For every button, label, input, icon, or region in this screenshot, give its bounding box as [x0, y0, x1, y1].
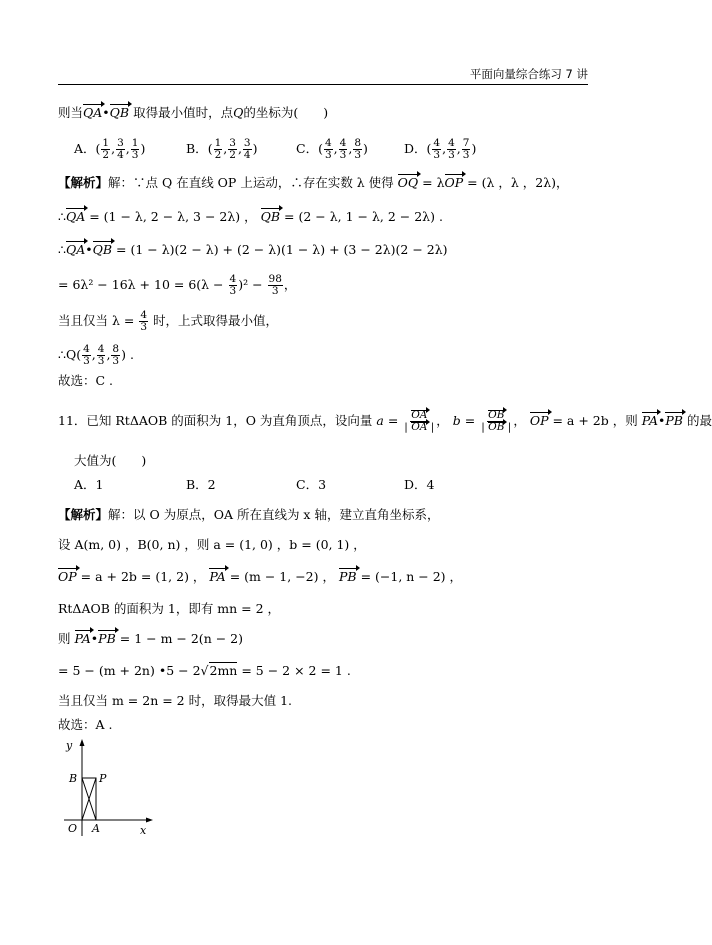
- text: = 6λ² − 16λ + 10 = 6(λ −: [58, 277, 224, 292]
- text: ) .: [121, 347, 134, 362]
- option-label: D．: [404, 141, 427, 156]
- q11-solution-line-2: 设 A(m, 0) ，B(0, n) ，则 a = (1, 0) ，b = (0, 1) ，: [58, 537, 366, 552]
- frac: $\frac{4}{3}$: [339, 137, 347, 161]
- frac-4-3: $\frac{4}{3}$: [229, 273, 237, 297]
- text: ，: [513, 413, 526, 428]
- frac-ob: $\frac{OB}{| OB |}$: [481, 409, 512, 433]
- label-a: A: [92, 822, 100, 835]
- q10-option-c: C．( $\frac{4}{3}$ , $\frac{4}{3}$ , $\frac{8}{3}$ ): [296, 137, 368, 161]
- q11-answer: 故选：A .: [58, 717, 113, 732]
- frac: $\frac{7}{3}$: [462, 137, 470, 161]
- text: = (λ ，λ ，2λ)，: [467, 175, 569, 190]
- q10-solution-line-3: ∴QA•QB = (1 − λ)(2 − λ) + (2 − λ)(1 − λ) + (3 − 2λ)(2 − 2λ): [58, 242, 448, 257]
- q11-solution-line-4: RtΔAOB 的面积为 1，即有 mn = 2 ，: [58, 601, 281, 616]
- q10-option-b: B．( $\frac{1}{2}$ , $\frac{3}{2}$ , $\frac{3}{4}$ ): [186, 137, 258, 161]
- frac-oa: $\frac{OA}{| OA |}$: [404, 409, 435, 433]
- q11-solution-line-1: [58, 506, 439, 524]
- q11-solution-line-3: OP = a + 2b = (1, 2) ， PA = (m − 1, −2) ， PB = (−1, n − 2) ，: [58, 569, 463, 584]
- frac: $\frac{3}{4}$: [117, 137, 124, 161]
- q10-option-a: A．( $\frac{1}{2}$ , $\frac{3}{4}$ , $\frac{1}{3}$ ): [74, 137, 146, 161]
- q10-stem-mid: 取得最小值时，点: [133, 105, 234, 120]
- frac: $\frac{4}{3}$: [324, 137, 332, 161]
- text: ，: [283, 277, 297, 292]
- q11-stem-line-1: 11．已知 RtΔAOB 的面积为 1，O 为直角顶点，设向量 a = $\frac{OA}{| OA |}$ ， b = $\frac{OB}{| OB |}$ ， OP = a + 2b ，则 PA•PB 的最: [58, 409, 712, 433]
- frac: $\frac{8}{3}$: [112, 343, 120, 367]
- option-label: B．: [186, 141, 208, 156]
- q11-option-a: A．1: [74, 477, 104, 492]
- text: ，: [436, 413, 449, 428]
- text: ∴Q(: [58, 347, 82, 362]
- option-label: C．: [296, 141, 319, 156]
- jiexi-tag: 【解析】: [58, 507, 109, 522]
- label-y: y: [66, 739, 73, 752]
- q10-stem: 则当QA•QB 取得最小值时，点Q的坐标为( ): [58, 105, 329, 120]
- text: = a + 2b ，则: [552, 413, 638, 428]
- label-x: x: [140, 824, 147, 837]
- page-header-title: 平面向量综合练习 7 讲: [469, 67, 588, 81]
- text: 的最: [686, 413, 712, 428]
- q10-option-d: D．( $\frac{4}{3}$ , $\frac{4}{3}$ , $\frac{7}{3}$ ): [404, 137, 477, 161]
- frac: $\frac{4}{3}$: [83, 343, 90, 367]
- q10-solution-line-6: ∴Q( $\frac{4}{3}$ , $\frac{4}{3}$ , $\frac{8}{3}$ ) .: [58, 343, 134, 367]
- text: 解：∵点 Q 在直线 OP 上运动，∴存在实数 λ 使得: [108, 175, 394, 190]
- text: = 5 − (m + 2n) •5 − 2: [58, 663, 201, 678]
- text: )² −: [238, 277, 263, 292]
- q11-solution-line-7: 当且仅当 m = 2n = 2 时，取得最大值 1.: [58, 693, 292, 708]
- text: = (2 − λ, 1 − λ, 2 − 2λ) .: [284, 209, 443, 224]
- frac: $\frac{1}{2}$: [214, 137, 222, 161]
- frac: $\frac{8}{3}$: [354, 137, 361, 161]
- q10-solution-line-5: [58, 310, 278, 333]
- text: 已知 RtΔAOB 的面积为 1，O 为直角顶点，设向量: [86, 413, 373, 428]
- q10-solution-line-2: ∴QA = (1 − λ, 2 − λ, 3 − 2λ) ， QB = (2 − λ, 1 − λ, 2 − 2λ) .: [58, 209, 443, 224]
- label-o: O: [68, 822, 78, 835]
- frac: $\frac{4}{3}$: [97, 343, 105, 367]
- q11-number: 11．: [58, 413, 87, 428]
- q10-answer: 故选：C .: [58, 373, 114, 388]
- x-axis-arrow: [146, 818, 153, 823]
- sqrt-content: 2mn: [209, 663, 238, 678]
- q11-stem-line-2: 大值为( ): [74, 453, 147, 468]
- frac: $\frac{3}{2}$: [229, 137, 236, 161]
- text: = (−1, n − 2) ，: [360, 569, 463, 584]
- q10-solution-line-1: 【解析】解：∵点 Q 在直线 OP 上运动，∴存在实数 λ 使得 OQ = λOP = (λ ，λ ，2λ)，: [58, 175, 569, 190]
- frac: $\frac{1}{2}$: [102, 137, 110, 161]
- q11-option-c: C．3: [296, 477, 327, 492]
- text: 解：以 O 为原点，OA 所在直线为 x 轴，建立直角坐标系，: [108, 507, 440, 522]
- q11-solution-line-5: 则 PA•PB = 1 − m − 2(n − 2): [58, 631, 243, 646]
- q10-stem-prefix: 则当: [58, 105, 84, 120]
- text: = (1 − λ)(2 − λ) + (2 − λ)(1 − λ) + (3 − 2λ)(2 − 2λ): [116, 242, 448, 257]
- q11-option-b: B．2: [186, 477, 216, 492]
- frac: $\frac{1}{3}$: [131, 137, 139, 161]
- text: 则: [58, 631, 71, 646]
- label-b: B: [69, 772, 78, 785]
- text: 当且仅当 λ =: [58, 313, 135, 328]
- frac: $\frac{3}{4}$: [243, 137, 251, 161]
- q10-solution-line-4: [58, 274, 296, 297]
- q10-stem-suffix: 的坐标为( ): [243, 105, 329, 120]
- frac-4-3: $\frac{4}{3}$: [140, 309, 148, 333]
- frac: $\frac{4}{3}$: [448, 137, 455, 161]
- text: 时，上式取得最小值，: [153, 313, 279, 328]
- jiexi-tag: 【解析】: [58, 175, 109, 190]
- text: = (1 − λ, 2 − λ, 3 − 2λ) ，: [89, 209, 257, 224]
- y-axis-arrow: [80, 739, 85, 746]
- option-label: A．: [74, 141, 96, 156]
- text: = (m − 1, −2) ，: [229, 569, 335, 584]
- frac: $\frac{4}{3}$: [433, 137, 441, 161]
- header-rule: [58, 84, 588, 85]
- label-p: P: [99, 772, 107, 785]
- text: = 5 − 2 × 2 = 1 .: [241, 663, 351, 678]
- text: = 1 − m − 2(n − 2): [119, 631, 243, 646]
- frac-98-3: $\frac{98}{3}$: [268, 273, 282, 297]
- q11-solution-line-6: = 5 − (m + 2n) •5 − 2√2mn = 5 − 2 × 2 = 1 .: [58, 663, 351, 678]
- q11-option-d: D．4: [404, 477, 435, 492]
- text: = a + 2b = (1, 2) ，: [80, 569, 206, 584]
- coordinate-figure: [60, 738, 160, 838]
